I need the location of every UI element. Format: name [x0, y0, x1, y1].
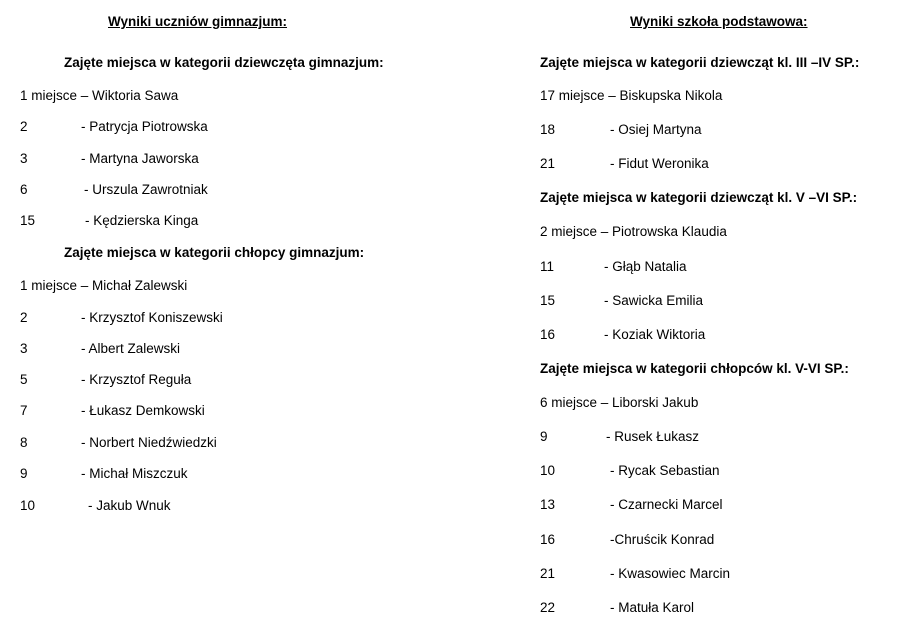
place-number: 2	[20, 119, 28, 134]
student-name: - Czarnecki Marcel	[610, 497, 723, 512]
student-name: - Urszula Zawrotniak	[84, 182, 208, 197]
right-main-title: Wyniki szkoła podstawowa:	[630, 14, 808, 29]
student-name: - Rycak Sebastian	[610, 463, 720, 478]
student-name: - Martyna Jaworska	[81, 151, 199, 166]
boys-5-6-heading: Zajęte miejsca w kategorii chłopców kl. V-VI SP.:	[540, 361, 849, 376]
left-main-title: Wyniki uczniów gimnazjum:	[108, 14, 288, 29]
student-name: -Chruścik Konrad	[610, 532, 715, 547]
student-name: - Krzysztof Koniszewski	[81, 310, 223, 325]
student-name: - Kędzierska Kinga	[85, 213, 199, 228]
place-number: 3	[20, 151, 28, 166]
student-name: - Głąb Natalia	[604, 259, 687, 274]
place-number: 9	[20, 466, 28, 481]
student-name: - Sawicka Emilia	[604, 293, 704, 308]
place-number: 15	[540, 293, 556, 308]
place-number: 18	[540, 122, 556, 137]
first-place-entry: 1 miejsce – Wiktoria Sawa	[20, 88, 179, 103]
place-number: 10	[20, 498, 36, 513]
place-number: 21	[540, 156, 556, 171]
first-place-entry: 2 miejsce – Piotrowska Klaudia	[540, 224, 727, 239]
student-name: - Norbert Niedźwiedzki	[81, 435, 217, 450]
student-name: - Koziak Wiktoria	[604, 327, 706, 342]
student-name: - Osiej Martyna	[610, 122, 702, 137]
place-number: 11	[540, 259, 555, 274]
student-name: - Albert Zalewski	[81, 341, 181, 356]
student-name: - Łukasz Demkowski	[81, 403, 205, 418]
girls-5-6-heading: Zajęte miejsca w kategorii dziewcząt kl. V –VI SP.:	[540, 190, 858, 205]
student-name: - Krzysztof Reguła	[81, 372, 192, 387]
student-name: - Rusek Łukasz	[606, 429, 700, 444]
place-number: 2	[20, 310, 28, 325]
student-name: - Matuła Karol	[610, 600, 695, 615]
place-number: 15	[20, 213, 36, 228]
girls-3-4-heading: Zajęte miejsca w kategorii dziewcząt kl. III –IV SP.:	[540, 55, 860, 70]
first-place-entry: 1 miejsce – Michał Zalewski	[20, 278, 188, 293]
place-number: 8	[20, 435, 28, 450]
student-name: - Patrycja Piotrowska	[81, 119, 208, 134]
place-number: 3	[20, 341, 28, 356]
place-number: 16	[540, 532, 556, 547]
place-number: 9	[540, 429, 548, 444]
place-number: 10	[540, 463, 556, 478]
place-number: 5	[20, 372, 28, 387]
student-name: - Fidut Weronika	[610, 156, 709, 171]
girls-gymnasium-heading: Zajęte miejsca w kategorii dziewczęta gimnazjum:	[64, 55, 384, 70]
list-item	[20, 88, 178, 103]
student-name: - Kwasowiec Marcin	[610, 566, 731, 581]
list-item	[540, 224, 727, 239]
student-name: - Michał Miszczuk	[81, 466, 188, 481]
list-item	[540, 395, 698, 410]
boys-gymnasium-heading: Zajęte miejsca w kategorii chłopcy gimnazjum:	[64, 245, 365, 260]
place-number: 6	[20, 182, 28, 197]
place-number: 13	[540, 497, 556, 512]
first-place-entry: 17 miejsce – Biskupska Nikola	[540, 88, 723, 103]
first-place-entry: 6 miejsce – Liborski Jakub	[540, 395, 699, 410]
student-name: - Jakub Wnuk	[88, 498, 171, 513]
place-number: 22	[540, 600, 556, 615]
place-number: 7	[20, 403, 28, 418]
place-number: 21	[540, 566, 556, 581]
list-item	[20, 278, 187, 293]
list-item	[540, 88, 722, 103]
place-number: 16	[540, 327, 556, 342]
